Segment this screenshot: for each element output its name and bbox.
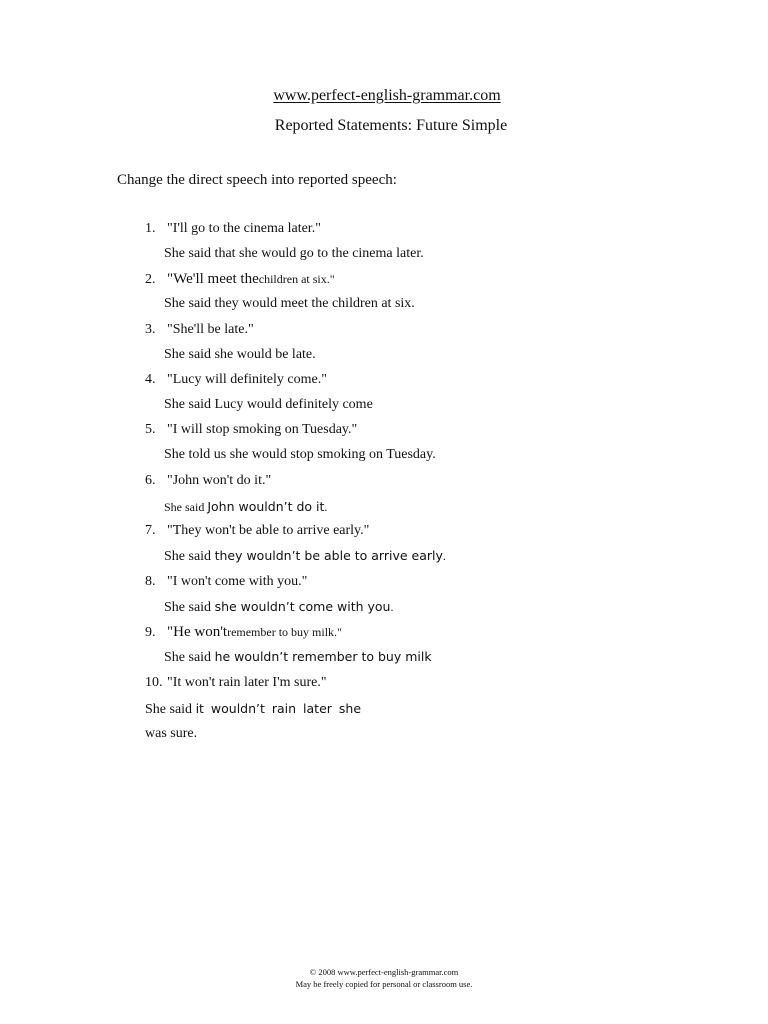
page-title-text: Reported Statements: Future Simple [274,117,508,134]
item-number: 8. [145,574,156,589]
item-number: 9. [145,625,156,640]
answer-text-sans: it wouldn’t rain later she [195,701,362,716]
copyright-text: © 2008 www.perfect-english-grammar.com [309,967,459,977]
item-number: 4. [145,372,156,387]
question-text: "It won't rain later I'm sure." [167,675,327,690]
item-number: 7. [145,523,156,538]
item-number: 3. [145,322,156,337]
question-9 [145,623,342,642]
answer-text-sans: he wouldn’t remember to buy milk [214,649,432,664]
page-title [0,116,768,136]
item-number: 1. [145,221,156,236]
item-number: 2. [145,272,156,287]
answer-7 [164,547,446,566]
answer-text-sans: John wouldn’t do it [207,499,325,514]
question-text: "I won't come with you." [167,574,308,589]
item-number: 6. [145,473,156,488]
site-url-header [0,86,768,106]
question-5 [145,421,357,439]
answer-punctuation: . [390,600,394,614]
question-text: "We'll meet the [167,271,259,287]
answer-4: She said Lucy would definitely come [164,397,373,412]
item-number: 5. [145,422,156,437]
answer-10 [145,700,361,719]
question-text: "I'll go to the cinema later." [167,221,321,236]
site-url-text[interactable]: www.perfect-english-grammar.com [273,87,501,104]
answer-punctuation: . [442,549,446,563]
question-4 [145,371,327,389]
question-3 [145,321,254,339]
question-10 [145,674,327,692]
answer-5: She told us she would stop smoking on Tuesday. [164,447,436,462]
question-text: "She'll be late." [167,322,254,337]
question-text: "He won't [167,624,228,640]
answer-text-sans: she wouldn’t come with you [214,599,391,614]
question-text-part: children at six." [258,272,335,286]
answer-text: She said [164,500,208,514]
answer-text: She said [164,600,215,615]
answer-3: She said she would be late. [164,347,316,362]
question-text: "John won't do it." [167,473,272,488]
question-text: "They won't be able to arrive early." [167,523,370,538]
answer-text: She said [145,702,196,717]
question-text: "Lucy will definitely come." [167,372,327,387]
question-text: "I will stop smoking on Tuesday." [167,422,358,437]
answer-8 [164,598,393,617]
answer-1: She said that she would go to the cinema later. [164,246,424,261]
answer-text: She said [164,650,215,665]
answer-10-continued: was sure. [145,726,198,741]
answer-9 [164,648,432,667]
answer-text-sans: they wouldn’t be able to arrive early [214,548,443,563]
answer-text: She said [164,549,215,564]
question-7 [145,522,369,540]
question-text-part: remember to buy milk." [227,625,342,639]
question-8 [145,573,307,591]
item-number: 10. [145,675,163,690]
instruction-text: Change the direct speech into reported speech: [117,172,397,188]
answer-punctuation: . [324,500,328,514]
usage-note: May be freely copied for personal or classroom use. [295,979,473,989]
answer-2: She said they would meet the children at six. [164,296,415,311]
answer-6 [164,498,327,517]
question-6 [145,472,271,490]
question-1 [145,220,321,238]
question-2 [145,270,335,289]
page-footer [0,966,768,990]
